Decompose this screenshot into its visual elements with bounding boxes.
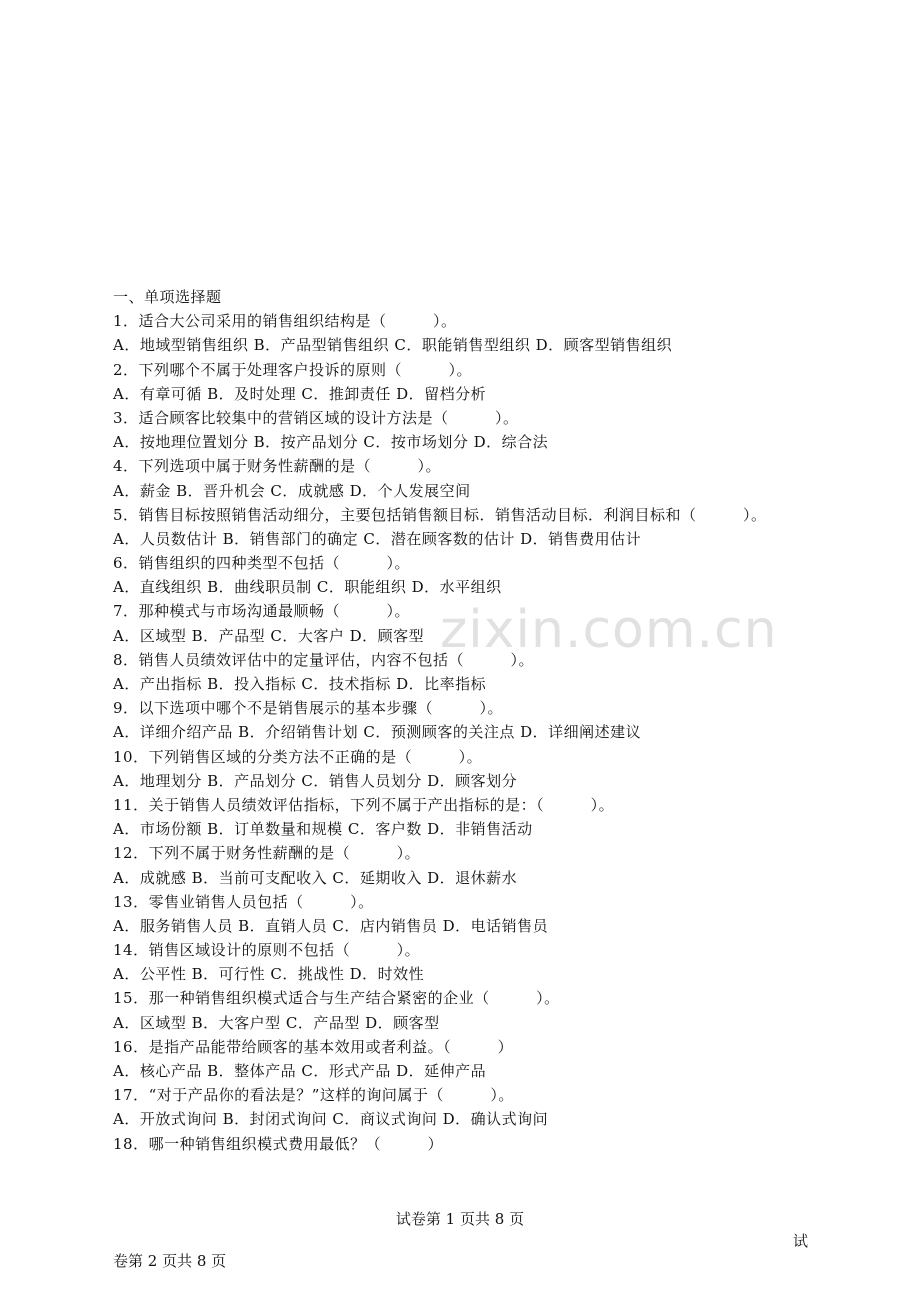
question-11: 11．关于销售人员绩效评估指标，下列不属于产出指标的是：（ ）。 [113,795,615,814]
options-6: A．直线组织 B．曲线职员制 C．职能组织 D．水平组织 [113,578,502,597]
options-5: A．人员数估计 B．销售部门的确定 C．潜在顾客数的估计 D．销售费用估计 [113,529,642,548]
question-8: 8．销售人员绩效评估中的定量评估，内容不包括（ ）。 [113,650,535,669]
question-14: 14．销售区域设计的原则不包括（ ）。 [113,941,421,960]
options-17: A．开放式询问 B．封闭式询问 C．商议式询问 D．确认式询问 [113,1110,549,1129]
question-3: 3．适合顾客比较集中的营销区域的设计方法是（ ）。 [113,408,519,427]
question-13: 13．零售业销售人员包括（ ）。 [113,892,374,911]
page-footer: 试卷第 1 页共 8 页 [395,1210,525,1228]
options-12: A．成就感 B．当前可支配收入 C．延期收入 D．退休薪水 [113,868,518,887]
options-3: A．按地理位置划分 B．按产品划分 C．按市场划分 D．综合法 [113,433,549,452]
question-18: 18．哪一种销售组织模式费用最低？（ ） [113,1134,444,1153]
options-7: A．区域型 B．产品型 C．大客户 D．顾客型 [113,626,425,645]
question-list [113,285,813,1156]
question-16: 16．是指产品能带给顾客的基本效用或者利益。（ ） [113,1037,514,1056]
options-14: A．公平性 B．可行性 C．挑战性 D．时效性 [113,965,425,984]
page-footer-next: 卷第 2 页共 8 页 [113,1252,227,1270]
options-10: A．地理划分 B．产品划分 C．销售人员划分 D．顾客划分 [113,771,518,790]
options-16: A．核心产品 B．整体产品 C．形式产品 D．延伸产品 [113,1062,487,1080]
page-footer-continuation: 试 [793,1232,809,1250]
question-7: 7．那种模式与市场沟通最顺畅（ ）。 [113,602,411,621]
question-5: 5．销售目标按照销售活动细分，主要包括销售额目标．销售活动目标．利润目标和（ ）。 [113,505,767,524]
options-1: A．地域型销售组织 B．产品型销售组织 C．职能销售型组织 D．顾客型销售组织 [113,336,673,355]
question-6: 6．销售组织的四种类型不包括（ ）。 [113,554,411,573]
options-4: A．薪金 B．晋升机会 C．成就感 D．个人发展空间 [113,481,471,500]
options-9: A．详细介绍产品 B．介绍销售计划 C．预测顾客的关注点 D．详细阐述建议 [113,723,642,742]
question-10: 10．下列销售区域的分类方法不正确的是（ ）。 [113,747,483,766]
question-1: 1．适合大公司采用的销售组织结构是（ ）。 [113,312,457,331]
section-title: 一、单项选择题 [113,288,222,306]
options-15: A．区域型 B．大客户型 C．产品型 D．顾客型 [113,1013,440,1032]
options-11: A．市场份额 B．订单数量和规模 C．客户数 D．非销售活动 [113,820,533,839]
question-17: 17．“对于产品你的看法是？”这样的询问属于（ ）。 [113,1086,514,1105]
options-8: A．产出指标 B．投入指标 C．技术指标 D．比率指标 [113,675,487,693]
question-2: 2．下列哪个不属于处理客户投诉的原则（ ）。 [113,360,473,379]
question-9: 9．以下选项中哪个不是销售展示的基本步骤（ ）。 [113,699,504,718]
question-12: 12．下列不属于财务性薪酬的是（ ）。 [113,844,421,863]
question-4: 4．下列选项中属于财务性薪酬的是（ ）。 [113,457,442,476]
watermark: zixin.com.cn [440,600,778,660]
question-15: 15．那一种销售组织模式适合与生产结合紧密的企业（ ）。 [113,989,560,1008]
options-2: A．有章可循 B．及时处理 C．推卸责任 D．留档分析 [113,384,487,403]
options-13: A．服务销售人员 B．直销人员 C．店内销售员 D．电话销售员 [113,916,549,935]
